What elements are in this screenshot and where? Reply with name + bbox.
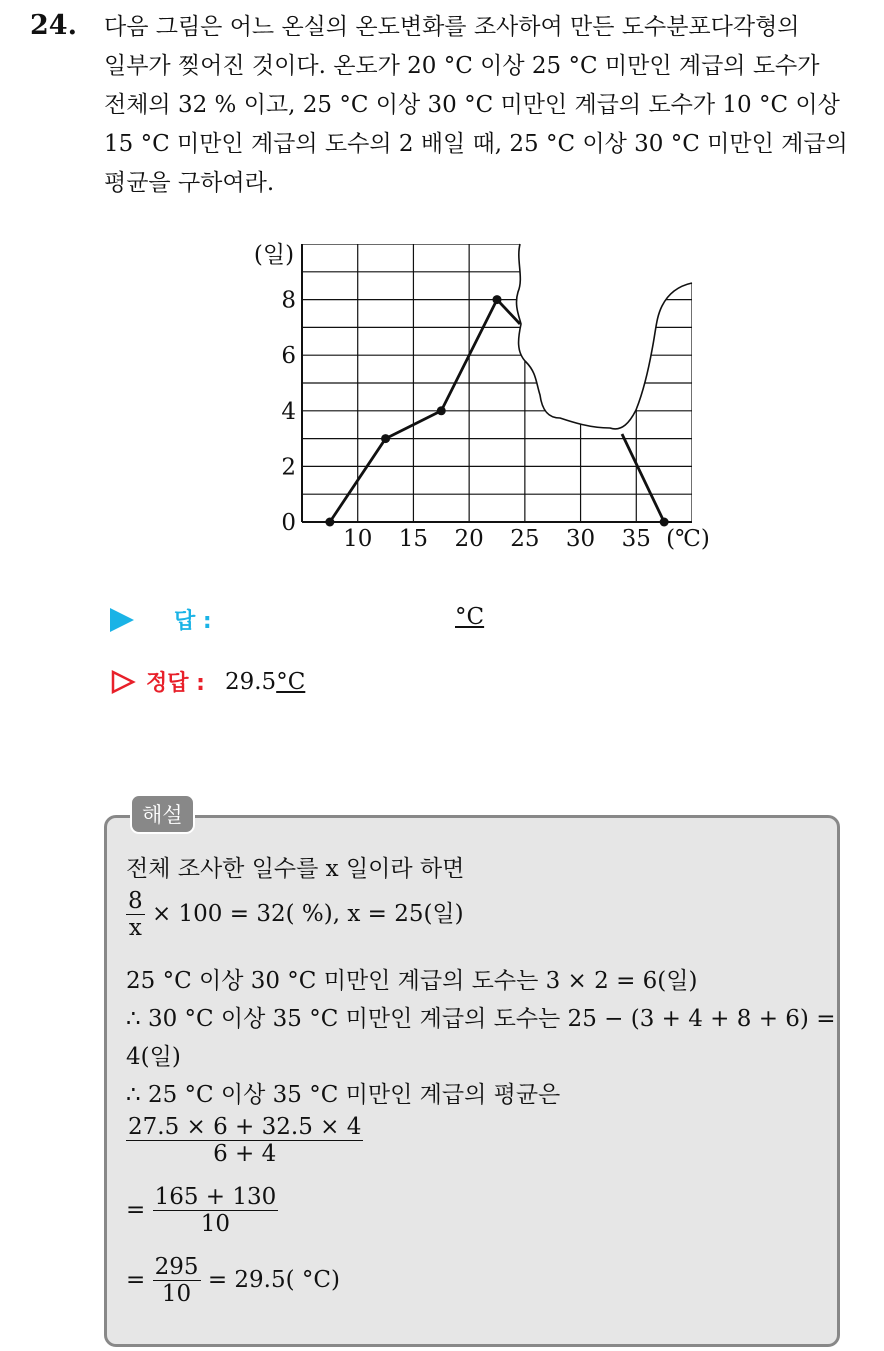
solution-line (126, 1254, 340, 1308)
x-tick-label: 20 (454, 526, 484, 552)
solution-line (126, 1114, 363, 1168)
fraction-numerator: 27.5 × 6 + 32.5 × 4 (128, 1114, 362, 1140)
question-line: 다음 그림은 어느 온실의 온도변화를 조사하여 만든 도수분포다각형의 (104, 14, 800, 40)
x-tick-label: 35 (621, 526, 651, 552)
solution-result: = 29.5( °C) (207, 1266, 340, 1293)
solution-line: 4(일) (126, 1044, 181, 1070)
x-tick-label: 10 (343, 526, 373, 552)
fraction (153, 1184, 279, 1238)
correct-answer-value: 29.5 (224, 668, 277, 695)
y-tick-label: 6 (281, 343, 296, 370)
fraction-denominator: 6 + 4 (213, 1141, 277, 1168)
correct-answer-unit: °C (276, 668, 306, 695)
solution-line: 전체 조사한 일수를 x 일이라 하면 (126, 856, 465, 882)
correct-answer-row (110, 666, 305, 697)
question-line: 일부가 찢어진 것이다. 온도가 20 °C 이상 25 °C 미만인 계급의 도수가 (104, 53, 820, 79)
fraction-denominator: 10 (200, 1211, 231, 1238)
question-line: 15 °C 미만인 계급의 도수의 2 배일 때, 25 °C 이상 30 °C 미만인 계급의 (104, 131, 848, 157)
chart-grid (302, 244, 692, 522)
data-point (381, 434, 390, 443)
solution-line (126, 888, 464, 942)
x-tick-label: 30 (565, 526, 596, 552)
fraction-denominator: x (128, 915, 142, 942)
y-tick-label: 2 (281, 454, 296, 481)
x-axis-unit: (℃) (666, 526, 710, 552)
solution-line: ∴ 25 °C 이상 35 °C 미만인 계급의 평균은 (126, 1082, 561, 1108)
y-axis-label: (일) (253, 242, 295, 268)
fraction (126, 888, 145, 942)
polygon-line-torn-right (622, 434, 664, 522)
question-line: 평균을 구하여라. (104, 170, 275, 196)
data-point (437, 406, 446, 415)
x-tick-label: 25 (510, 526, 540, 552)
question-number: 24. (30, 10, 77, 41)
data-point (325, 518, 334, 527)
answer-row (110, 604, 212, 635)
outline-arrow-icon (110, 669, 136, 695)
x-tick-label: 15 (398, 526, 429, 552)
equals-sign: = (126, 1196, 146, 1223)
equals-sign: = (126, 1266, 146, 1293)
fraction-numerator: 8 (128, 888, 143, 914)
fraction (126, 1114, 363, 1168)
fraction (153, 1254, 201, 1308)
solution-expression: × 100 = 32( %), x = 25(일) (151, 900, 464, 927)
y-tick-label: 0 (281, 510, 296, 536)
correct-answer-label: 정답 : (146, 671, 205, 696)
solution-line: ∴ 30 °C 이상 35 °C 미만인 계급의 도수는 25 − (3 + 4 + 8 + 6) = (126, 1006, 836, 1032)
data-point (493, 295, 502, 304)
frequency-polygon-chart (0, 0, 884, 580)
torn-edge (516, 244, 692, 429)
solution-tag: 해설 (130, 794, 195, 834)
play-arrow-icon (110, 608, 134, 632)
answer-label: 답 : (174, 609, 212, 634)
fraction-denominator: 10 (161, 1281, 192, 1308)
answer-unit: °C (455, 604, 485, 630)
fraction-numerator: 165 + 130 (154, 1184, 277, 1210)
fraction-numerator: 295 (154, 1254, 199, 1280)
y-tick-label: 8 (281, 287, 296, 314)
solution-line (126, 1184, 278, 1238)
question-line: 전체의 32 % 이고, 25 °C 이상 30 °C 미만인 계급의 도수가 10 °C 이상 (104, 92, 840, 118)
solution-line: 25 °C 이상 30 °C 미만인 계급의 도수는 3 × 2 = 6(일) (126, 968, 698, 994)
y-tick-label: 4 (281, 398, 296, 425)
